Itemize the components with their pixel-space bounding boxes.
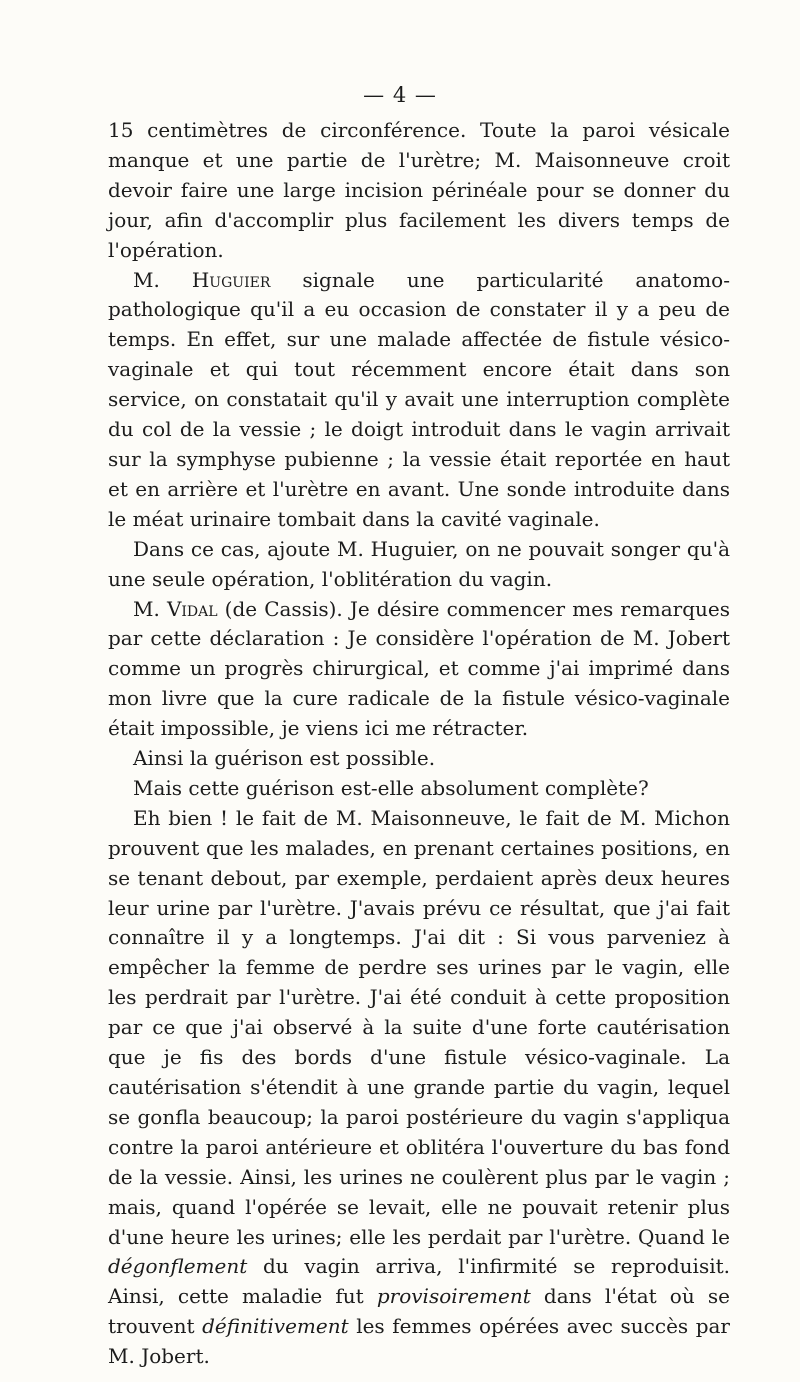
text-run: Ainsi la guérison est possible.: [133, 746, 436, 771]
paragraph: [108, 804, 730, 1372]
text-run: les femmes opérées avec succès par M. Jobert.: [108, 1314, 730, 1369]
italic-text: dégonflement: [108, 1254, 248, 1279]
italic-text: provisoirement: [376, 1284, 531, 1309]
paragraph: [108, 774, 730, 804]
text-run: du vagin arriva, l'infirmité se reproduisit. Ainsi, cette maladie fut: [108, 1254, 730, 1309]
text-run: Mais cette guérison est-elle absolument complète?: [133, 775, 649, 800]
text-run: Eh bien ! le fait de M. Maisonneuve, le fait de M. Michon prouvent que les malades, en prenant certaines positions, en se tenant debout, par exemple, perdaient après deux heures leur urine par l'urètre. J'avais prévu ce résultat, que j'ai fait connaître il y a longtemps. J'ai dit : Si vous parveniez à empêcher la femme de perdre ses urines par le vagin, elle les perdrait par l'urètre. J'ai été conduit à cette proposition par ce que j'ai observé à la suite d'une forte cautérisation que je fis des bords d'une fistule vésico-vaginale. La cautérisation s'étendit à une grande partie du vagin, lequel se gonfla beaucoup; la paroi postérieure du vagin s'appliqua contre la paroi antérieure et oblitéra l'ouverture du bas fond de la vessie. Ainsi, les urines ne coulèrent plus par le vagin ; mais, quand l'opérée se levait, elle ne pouvait retenir plus d'une heure les urines; elle les perdait par l'urètre. Quand le: [108, 805, 730, 1249]
speaker-name: Vidal: [166, 596, 218, 621]
paragraph: [108, 116, 730, 266]
paragraph: [108, 535, 730, 595]
page-body: [108, 116, 730, 1372]
paragraph: [108, 266, 730, 535]
text-run: (de Cassis). Je désire commencer mes remarques par cette déclaration : Je considère l'opération de M. Jobert comme un progrès chirurgical, et comme j'ai imprimé dans mon livre que la cure radicale de la fistule vésico-vaginale était impossible, je viens ici me rétracter.: [108, 596, 730, 741]
page-number: — 4 —: [363, 83, 437, 107]
paragraph: [108, 595, 730, 745]
text-run: M.: [133, 267, 192, 292]
text-run: Dans ce cas, ajoute M. Huguier, on ne pouvait songer qu'à une seule opération, l'oblitération du vagin.: [108, 536, 730, 591]
speaker-name: Huguier: [191, 267, 271, 292]
text-run: dans l'état où se trouvent: [108, 1284, 730, 1339]
italic-text: définitivement: [202, 1314, 349, 1339]
text-run: 15 centimètres de circonférence. Toute la paroi vésicale manque et une partie de l'urètre; M. Maisonneuve croit devoir faire une large incision périnéale pour se donner du jour, afin d'accomplir plus facilement les divers temps de l'opération.: [108, 118, 730, 262]
text-run: M.: [133, 596, 167, 621]
paragraph: [108, 744, 730, 774]
text-run: signale une particularité anatomo-pathologique qu'il a eu occasion de constater il y a peu de temps. En effet, sur une malade affectée de fistule vésico-vaginale et qui tout récemment encore était dans son service, on constatait qu'il y avait une interruption complète du col de la vessie ; le doigt introduit dans le vagin arrivait sur la symphyse pubienne ; la vessie était reportée en haut et en arrière et l'urètre en avant. Une sonde introduite dans le méat urinaire tombait dans la cavité vaginale.: [108, 267, 730, 531]
